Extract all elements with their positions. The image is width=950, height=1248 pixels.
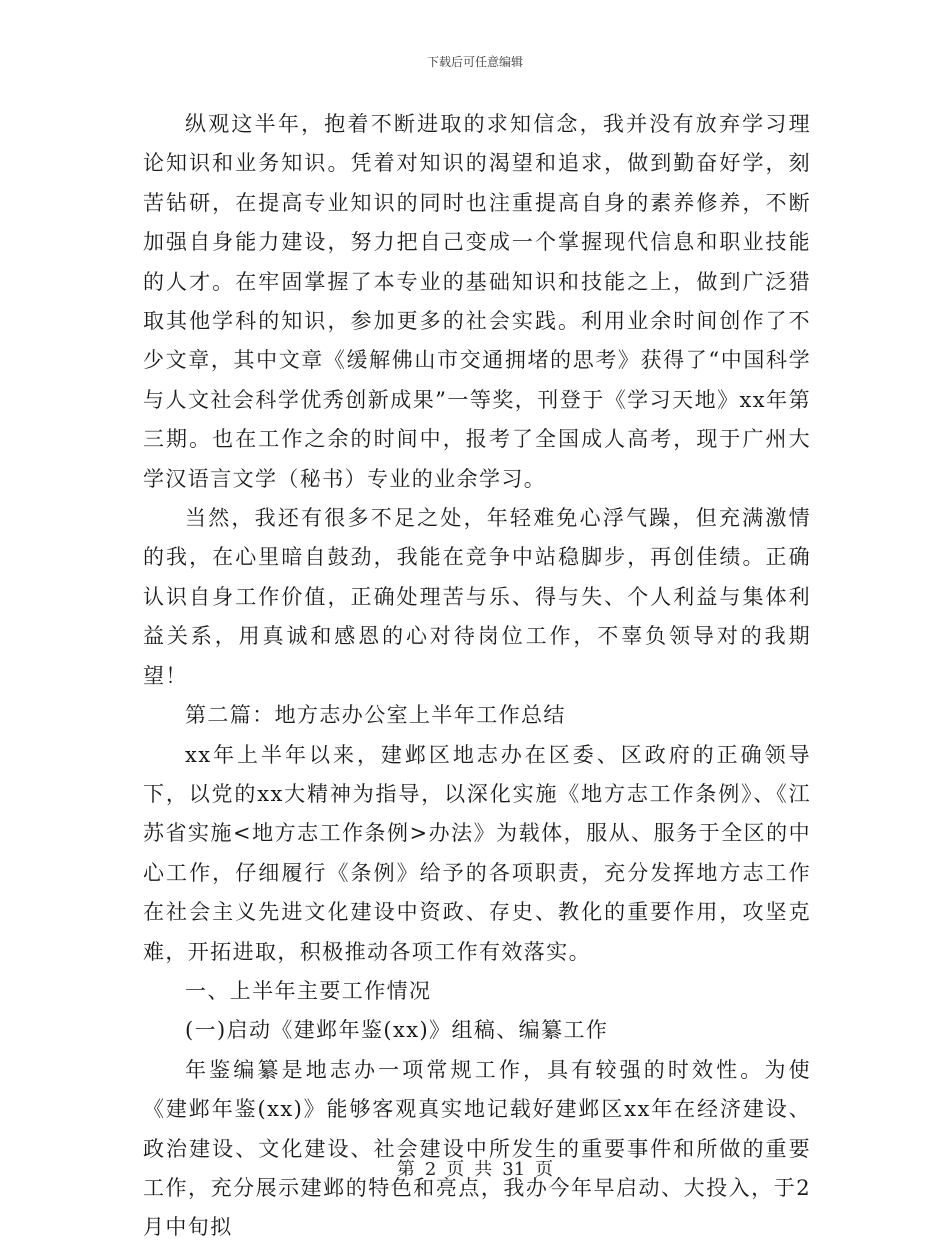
heading-main-work: 一、上半年主要工作情况 [185, 978, 432, 1003]
heading-yearbook: (一)启动《建邺年鉴(xx)》组稿、编纂工作 [185, 1018, 609, 1043]
footer-suffix: 页 [535, 1159, 554, 1180]
paragraph-study: 纵观这半年，抱着不断进取的求知信念，我并没有放弃学习理论知识和业务知识。凭着对知识的渴望和追求，做到勤奋好学，刻苦钻研，在提高专业知识的同时也注重提高自身的素养修养，不断加强自身能力建设，努力把自己变成一个掌握现代信息和职业技能的人才。在牢固掌握了本专业的基础知识和技能之上，做到广泛猎取其他学科的知识，参加更多的社会实践。利用业余时间创作了不少文章，其中文章《缓解佛山市交通拥堵的思考》获得了“中国科学与人文社会科学优秀创新成果”一等奖，刊登于《学习天地》xx年第三期。也在工作之余的时间中，报考了全国成人高考，现于广州大学汉语言文学（秘书）专业的业余学习。 [143, 112, 811, 491]
footer-total-prefix: 共 [474, 1159, 493, 1180]
paragraph-yearbook: 年鉴编纂是地志办一项常规工作，具有较强的时效性。为使《建邺年鉴(xx)》能够客观真实地记载好建邺区xx年在经济建设、政治建设、文化建设、社会建设中所发生的重要事件和所做的重要工作，充分展示建邺的特色和亮点，我办今年早启动、大投入，于2月中旬拟 [143, 1057, 811, 1240]
page-footer [0, 1155, 950, 1181]
page-header-note: 下载后可任意编辑 [426, 55, 523, 69]
footer-prefix: 第 [396, 1159, 415, 1180]
section-title: 第二篇：地方志办公室上半年工作总结 [185, 703, 566, 728]
footer-page-word: 页 [446, 1159, 465, 1180]
footer-page-number: 2 [424, 1159, 437, 1180]
document-body [143, 105, 811, 1248]
paragraph-overview: xx年上半年以来，建邺区地志办在区委、区政府的正确领导下，以党的xx大精神为指导，以深化实施《地方志工作条例》、《江苏省实施<地方志工作条例>办法》为载体，服从、服务于全区的中心工作，仔细履行《条例》给予的各项职责，充分发挥地方志工作在社会主义先进文化建设中资政、存史、教化的重要作用，攻坚克难，开拓进取，积极推动各项工作有效落实。 [143, 742, 811, 964]
paragraph-shortcomings: 当然，我还有很多不足之处，年轻难免心浮气躁，但充满激情的我，在心里暗自鼓劲，我能在竞争中站稳脚步，再创佳绩。正确认识自身工作价值，正确处理苦与乐、得与失、个人利益与集体利益关系，用真诚和感恩的心对待岗位工作，不辜负领导对的我期望！ [143, 506, 811, 688]
footer-total-pages: 31 [502, 1159, 526, 1180]
